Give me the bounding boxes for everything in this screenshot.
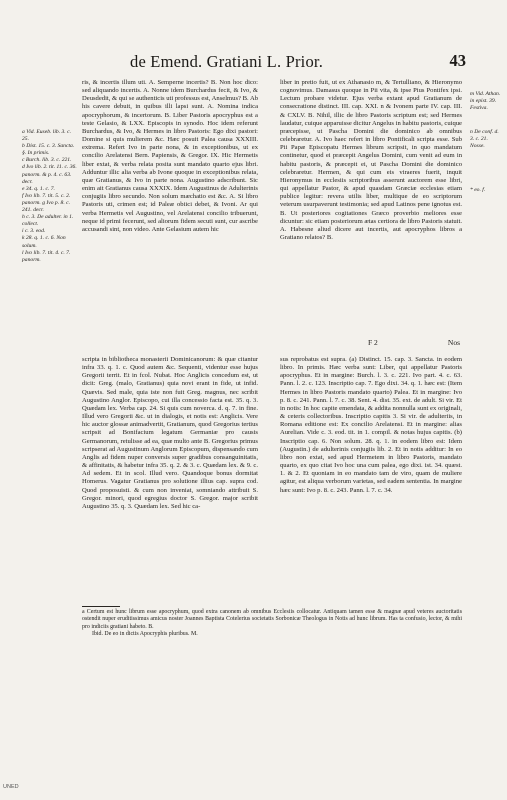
right-margin-note-middle	[470, 129, 504, 150]
text-column-upper-left	[82, 79, 258, 234]
margin-note: a Vid. Euseb. lib. 3. c. 25.	[22, 129, 71, 143]
margin-note: d Ivo lib. 2. tit. 11. c. 36. panorm. & p. 4. c. 63. decr.	[22, 164, 77, 185]
margin-note: f Ivo lib. 7. tit. 5. c. 2. panorm. g Ivo p. 8. c. 241. decr.	[22, 192, 71, 214]
margin-note: * eo. f.	[470, 187, 486, 193]
margin-note: k 28. q. 1. c. 6. Non solum.	[22, 235, 66, 249]
footnotes	[82, 609, 462, 638]
right-margin-note-top	[470, 91, 504, 112]
margin-note: n De conf. d. 3. c. 21. Nosse.	[470, 129, 499, 150]
text-column-lower-left	[82, 356, 258, 511]
margin-note: m Vid. Athan. in epist. 39. Festiva.	[470, 91, 501, 112]
text-column-lower-right	[280, 356, 462, 495]
signature-mark: F 2	[368, 338, 378, 347]
footnote-rule	[82, 606, 120, 607]
body-text: ris, & incertis illum uti. A. Semperne incertis? B. Non hoc dico: sed aliquando incertis. A. Nonne idem Burchardus fecit, & Ivo, & Deusdedit, & qui se authenticis uti professus est, Anselmus? B. Ab his cavere debuit, in quibus illi lapsi sunt. A. Nomina indica apocryphorum, & incertorum. B. Liber Pastoris apocryphus est a teste Gelasio, & LXX. Episcopis in synodo. Hoc idem referunt Burchardus, & Ivo, & Hermes in libro Pastoris: Ego dixi pastori: Domine si quis mulierem &c. Hæc posuit Palea causa XXXIII. extrema. Refert Ivo in parte nona, & in exceptionibus, ut ex concilio Arelatensi Bern. Papiensis, & Gregor. IX. Hic Hermetis liber extat, & verba relata posita sunt mandato quarto ejus libri. Adduntur illic alia verba ab Ivone quoque in exceptionibus relata, quæ Gratianus, & Ivo in parte nona. Augustino adscribunt. Sic enim ait Gratianus causa XXXIX. Idem Augustinus de Adulterinis conjugiis libro secundo. Non solum mæchatio est &c. A. Si libro Pastoris uti, crimen est; id Paleæ obiici debet, & Ivoni. Ar qui verba Hermetis vel Augustino, vel Arelatensi concilio tribuerunt, neque id primi fecerunt, sed aliorum fidem secuti sunt, cur ascribe accusandi sint, non video. Ante Gelasium autem hic	[82, 79, 258, 233]
margin-note: i c. 3. eod.	[22, 228, 46, 235]
margin-note: h c. 3. De adulter. in 1. collect.	[22, 214, 74, 228]
page-number: 43	[449, 51, 466, 70]
footnote: a Certum est hunc librum esse apocryphum, quod extra canonem ab omnibus Ecclesiis collocatur. Antiquam tamen esse & magnæ apud veteres auctoritatis ostendit nuper eruditissimus amicus noster Joannes Baptista Cotelerius societatis Sorbonicæ Theologus in Notis ad hunc librum. Has ta confusio, lector, & mihi pro indiciis gratiani habeto. B.	[82, 609, 462, 630]
body-text: liber in pretio fuit, ut ex Athanasio m, & Tertulliano, & Hieronymo cognovimus. Damasus quoque in Pii vita, & ipse Pius Pontifex ipsi. Lectum probare videtur. Ejus verba extant apud Gratianum de consecratione distinct. III. cap. XXI. n & Ivonem parte IV. cap. III. & CXLV. B. Nihil, illic de libro Pastoris scriptum est; sed Hermes laudatur, cuique apparuisse dicitur Angelus in habitu pastoris, cuique præcepisse, ut Pascha Domini die dominico ab omnibus celebraretur. A. Ivo haec refert in libro Pontificali scripta esse. Sub Pii Papæ Episcopatu Hermes librum scripsit, in quo mandatum continetur, quod ei præcepit Angelus Domini, cum venit ad eum in habitu pastoris, & præcepit ei, ut Pascha Domini die dominico celebraretur. Hermen, & qui cum eis viraeres fuerit, inquit Hieronymus in ecclesiis scriptoribus asserunt auctorem esse libri, qui appellatur Pastor, & apud quasdam Græciæ ecclesias etiam publice legitur: revera utilis liber, multique de eo scriptorum veterum usurpaverunt testimonia; sed apud Latinos pene ignotus est. B. Ut posteriores cogitationes Græco proverbio meliores esse dicuntur: sic etiam posteriorum ætas certiora de libro Pastoris statuit. A. Habesne aliud dicere aut incertis, aut apocryphos libros a Gratiano relatos? B.	[280, 79, 462, 241]
catchword: Nos	[447, 338, 460, 347]
margin-note: b Dist. 15. c. 3. Sancta. §. In primis.	[22, 143, 75, 157]
footnote: Ibid. De eo in dictis Apocryphis pluribus. M.	[92, 630, 198, 637]
library-stamp: UNED	[3, 784, 19, 790]
margin-note: e 34. q. 1. c. 7.	[22, 185, 55, 192]
body-text: scripta in bibliotheca monasterii Dominicanorum: & quæ citantur infra 33. q. 1. c. Quod autem &c. Sequenti, videntur esse hujus Gregorii territ. Et in fcol. Nubat. Hoc Anglicis concedum est, ut dicit: Greg. (malo, Gratianus) quia novi erant in fide, ut infid. Quævis. Sed male, quia iste non fuit Greg. magnus, nec scribit Augustino Anglor. Episcopo, cui illa concessio facta est. 35. q. 3. Quædam lex. Verba cap. 24. Si quis cum noverca. d. q. 7. in fine. Illud vero Gregorii &c. ut in dialogis, et notis est: Anglicis. Vere hic auctor glossæ animadvertit, Gratianum, quod Gregorius tertius scripsit ad Bonifacium legatum Germaniæ pro causis Germanorum, retulisse ad ea, quæ multo ante B. Gregorius primus scripserat ad Augustinum Anglorum Episcopum, dispensando cum Anglis ad fidem nuper conversis super gradibus consanguinitatis, & affinitatis, & habetur infra 35. q. 2. & 3. c. Quædam lex. & 9. c. Ad sedem. Et in scol. Illud vero. Quandoque bonus dormitat Homerus. Vagatur Gratianus pro solutione illius cap. supra cod. Quod proposuisti. & cum non inveniat, somniando attribuit S. Gregor. minori, quod egregius doctor S. Gregor. major scribit Augustino 35. q. 3. Quædam lex. Sed hic ca-	[82, 356, 258, 510]
right-margin-note-bottom	[470, 187, 504, 194]
margin-note: c Burch. lib. 3. c. 221.	[22, 157, 72, 164]
body-text: sus reprobatus est supra. (a) Distinct. 15. cap. 3. Sancta. in eodem libro. In primis. Hæc verba sunt: Liber, qui appellatur Pastoris apocryphus. Et in margine: Burch. l. 3. c. 221. Ivo part. 4. c. 63. Pann. l. 2. c. 123. Inscriptio cap. 7. Ego dixi. 34. q. 1. hæc est: (Item Hermes in libro Pastoris mandato quarto) Palea. Et in margine: Ivo p. 8. c. 241. Pann. l. 7. c. 38. Sent. 4. dist. 35. ext. de adult. Si vir. Et in notis: In hoc capite emendata, & addita nonnulla sunt ex originali, & ceteris collectoribus. Inscriptio capitis 3. Si vir. de adulteriis, in Romana editione est: Ex concilio Arelatensi. Et in margine: alias Aurelian. Vide c. 3. eod. tit. in 1. compil. & notas hujus capitis. (b) Inscriptio cap. 6. Non solum. 28. q. 1. in eodem libro est: Idem (Augustin.) de adulterinis conjugiis lib. 2. Et in notis additur: In eo libro non extat, sed apud Hermetem in libro Pastoris, mandato quarto, ex quo citat Ivo hoc una cum palea, ego dixi. ist. 34. quæst. 1. & 2. Et quoniam in eo mandato tam de viro, quam de muliere agitur, est aliqua verborum varietas, sed eadem sententia. In margine hæc sunt: Ivo p. 8. c. 243. Pann. l. 7. c. 34.	[280, 356, 462, 494]
running-title: de Emend. Gratiani L. Prior.	[130, 52, 324, 71]
text-column-upper-right	[280, 79, 462, 242]
left-margin-notes	[22, 129, 78, 264]
margin-note: l Ivo lib. 7. tit. 4. c. 7. panorm.	[22, 249, 71, 263]
running-header	[100, 52, 470, 74]
